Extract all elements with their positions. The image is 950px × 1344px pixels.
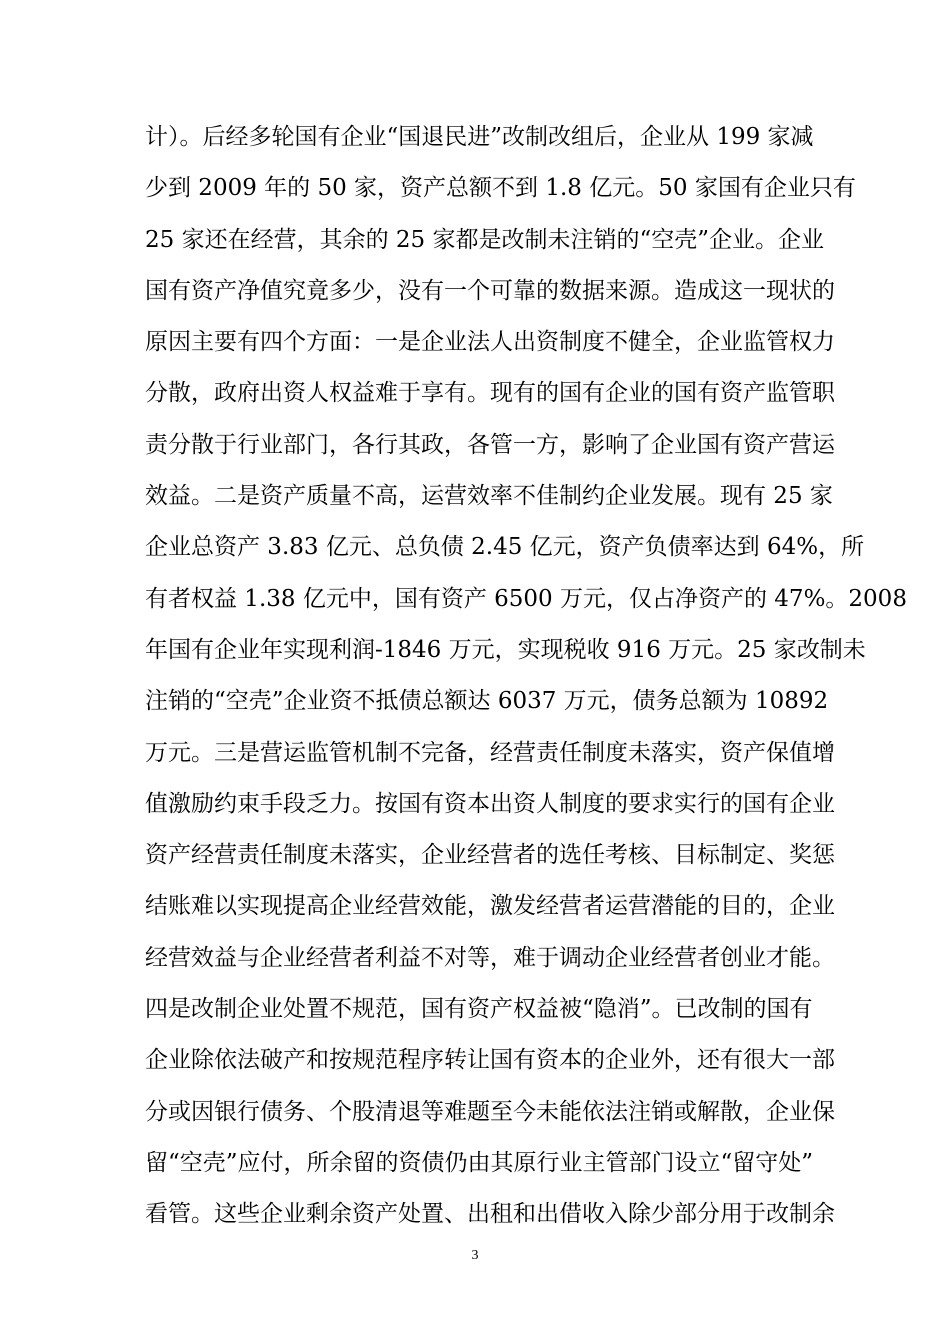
text-line: 企业除依法破产和按规范程序转让国有资本的企业外，还有很大一部: [145, 1047, 835, 1074]
text-line: 原因主要有四个方面：一是企业法人出资制度不健全，企业监管权力: [145, 329, 835, 356]
text-line: 计）。后经多轮国有企业“国退民进”改制改组后，企业从 199 家减: [145, 124, 814, 150]
text-line: 值激励约束手段乏力。按国有资本出资人制度的要求实行的国有企业: [145, 790, 835, 817]
text-line: 年国有企业年实现利润-1846 万元，实现税收 916 万元。25 家改制未: [145, 636, 866, 663]
text-line: 四是改制企业处置不规范，国有资产权益被“隐消”。已改制的国有: [145, 996, 813, 1023]
body-text: [145, 112, 907, 1241]
text-line: 看管。这些企业剩余资产处置、出租和出借收入除少部分用于改制余: [145, 1201, 835, 1228]
text-line: 责分散于行业部门，各行其政，各管一方，影响了企业国有资产营运: [145, 431, 835, 458]
text-line: 分或因银行债务、个股清退等难题至今未能依法注销或解散，企业保: [145, 1098, 835, 1125]
text-line: 少到 2009 年的 50 家，资产总额不到 1.8 亿元。50 家国有企业只有: [145, 175, 856, 202]
text-line: 注销的“空壳”企业资不抵债总额达 6037 万元，债务总额为 10892: [145, 688, 829, 715]
text-line: 国有资产净值究竟多少，没有一个可靠的数据来源。造成这一现状的: [145, 277, 835, 304]
text-line: 效益。二是资产质量不高，运营效率不佳制约企业发展。现有 25 家: [145, 483, 833, 510]
text-line: 25 家还在经营，其余的 25 家都是改制未注销的“空壳”企业。企业: [145, 226, 824, 253]
page-number: 3: [471, 1248, 479, 1263]
text-line: 结账难以实现提高企业经营效能，激发经营者运营潜能的目的，企业: [145, 893, 835, 920]
text-line: 分散，政府出资人权益难于享有。现有的国有企业的国有资产监管职: [145, 380, 835, 407]
text-line: 经营效益与企业经营者利益不对等，难于调动企业经营者创业才能。: [145, 944, 835, 971]
text-line: 万元。三是营运监管机制不完备，经营责任制度未落实，资产保值增: [145, 739, 835, 766]
text-line: 有者权益 1.38 亿元中，国有资产 6500 万元，仅占净资产的 47%。2008: [145, 585, 907, 612]
text-line: 资产经营责任制度未落实，企业经营者的选任考核、目标制定、奖惩: [145, 842, 835, 869]
text-line: 留“空壳”应付，所余留的资债仍由其原行业主管部门设立“留守处”: [145, 1149, 814, 1176]
text-line: 企业总资产 3.83 亿元、总负债 2.45 亿元，资产负债率达到 64%，所: [145, 534, 865, 561]
